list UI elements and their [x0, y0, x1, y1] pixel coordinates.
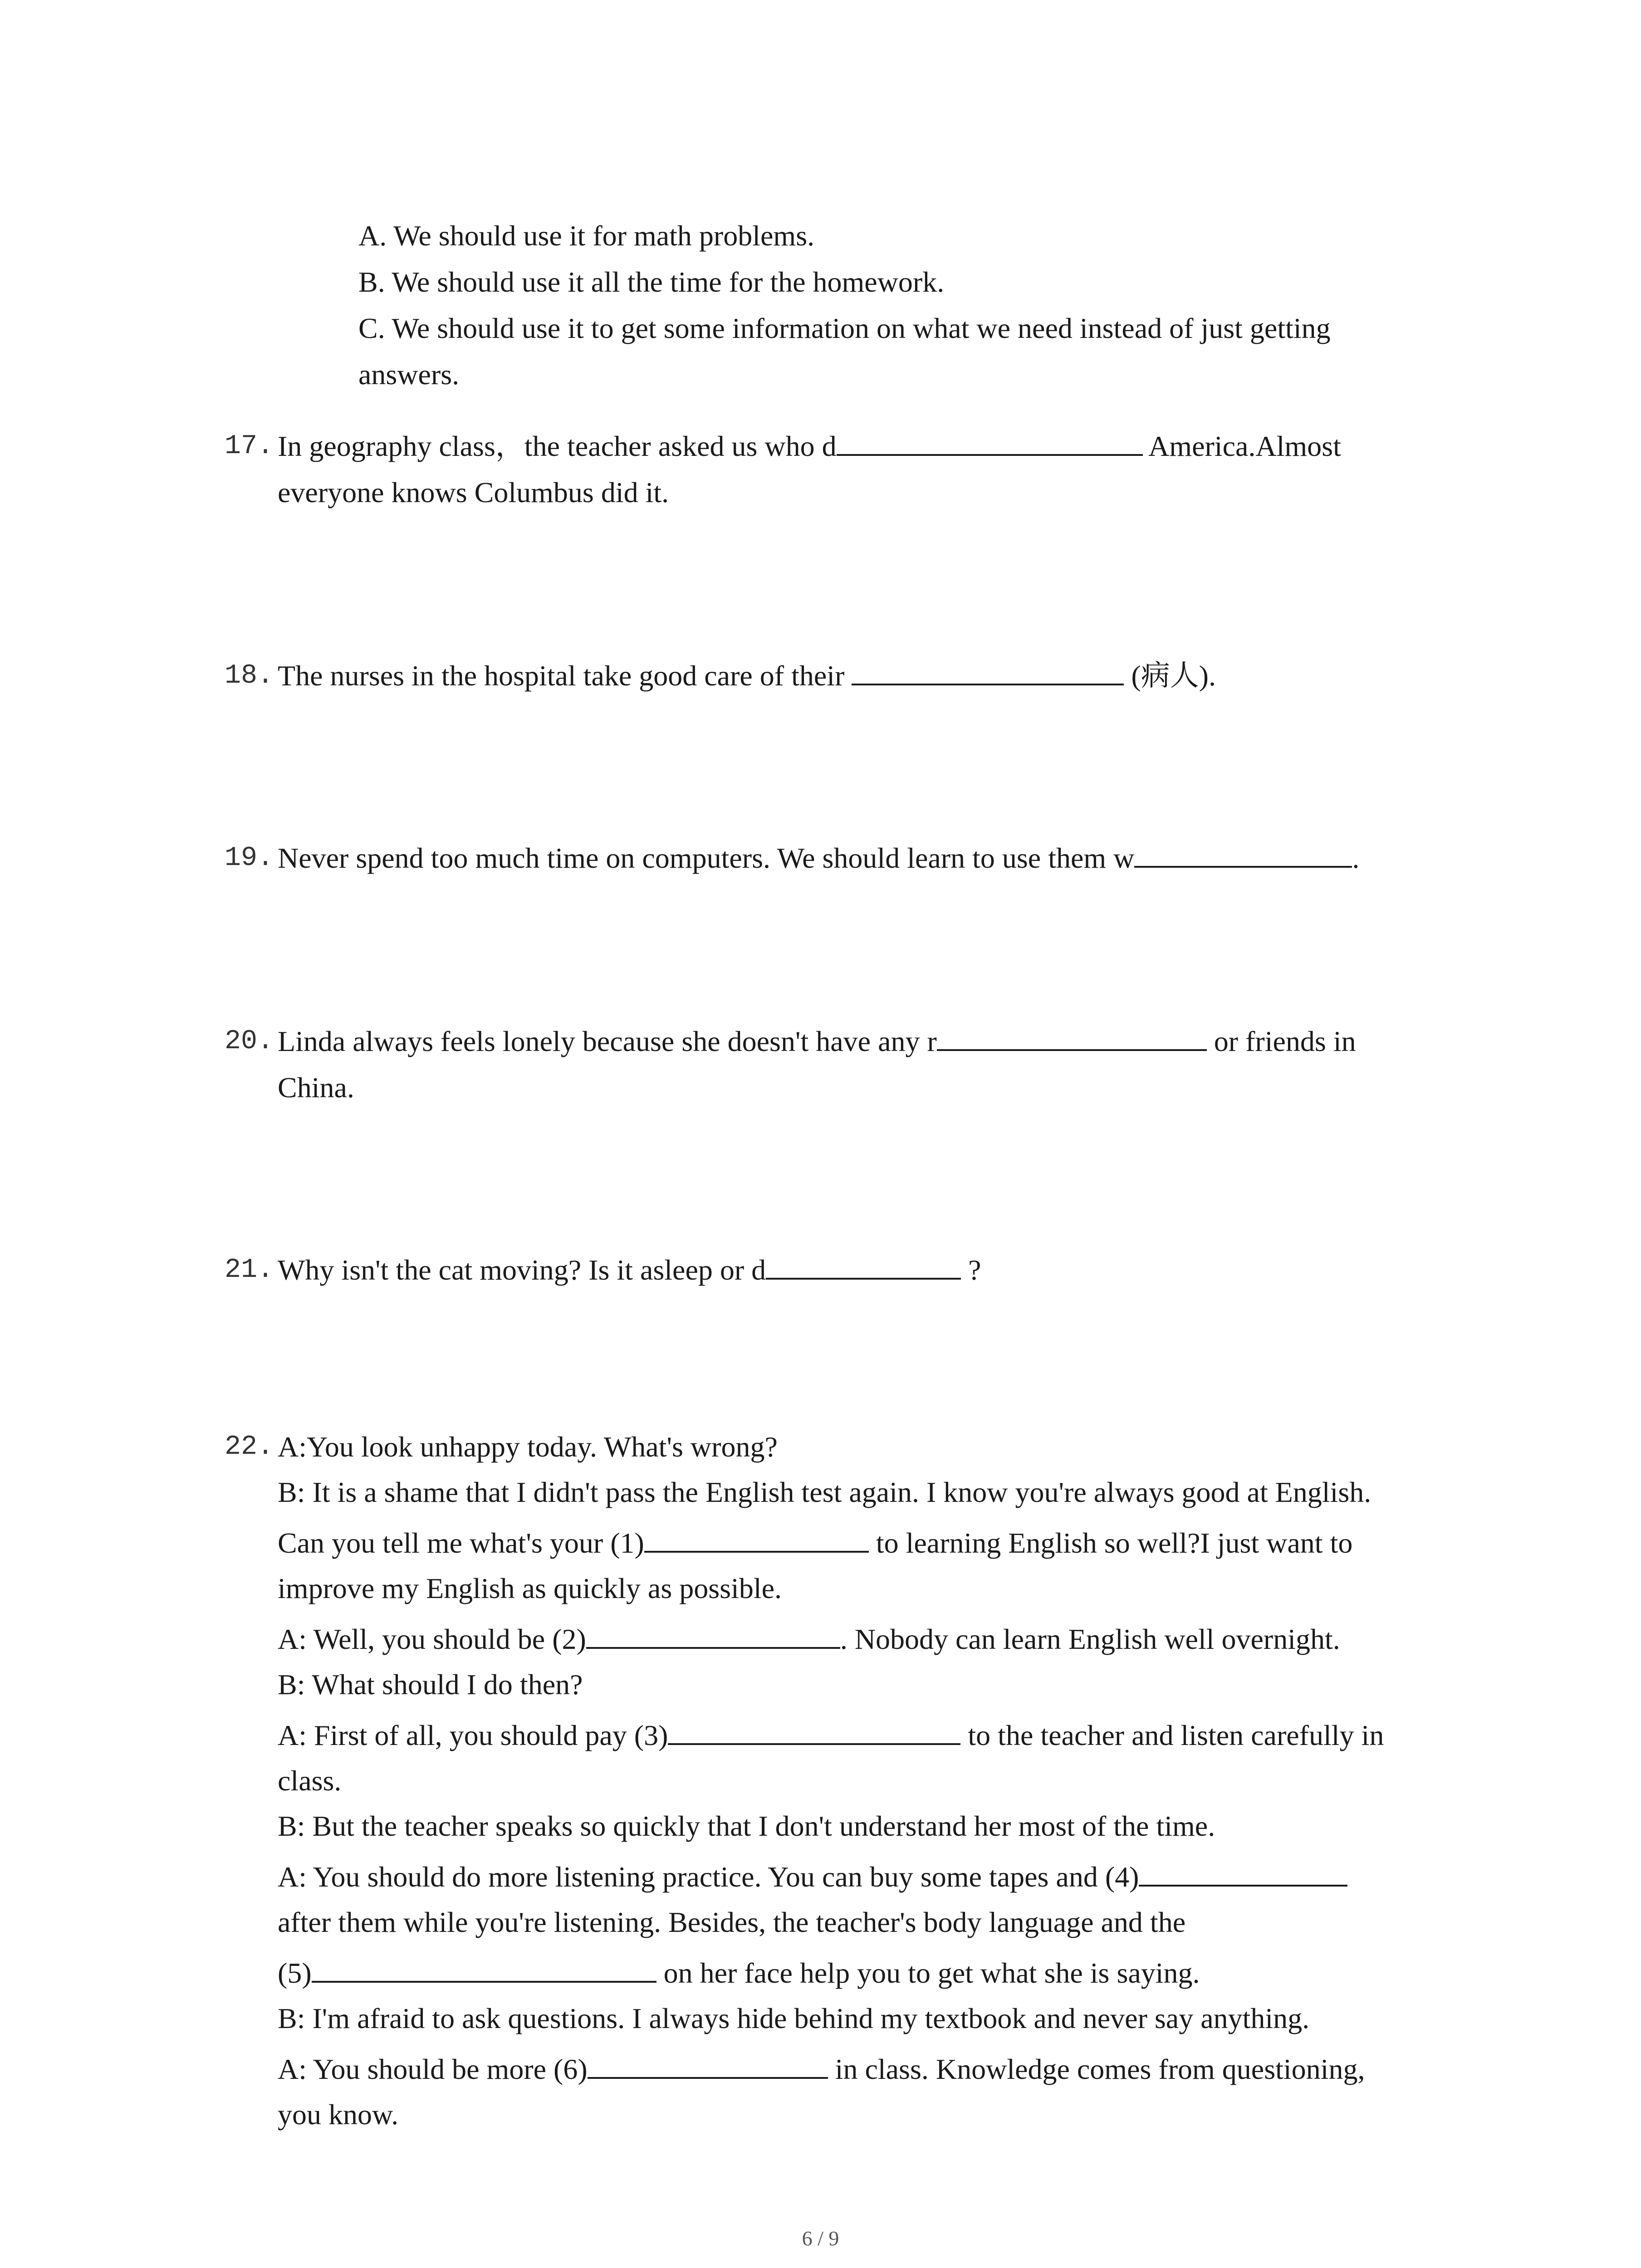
q16-option-b: B. We should use it all the time for the homework. — [358, 266, 945, 298]
dialogue-text: to learning English so well?I just want to — [868, 1527, 1353, 1559]
dialogue-line: B: But the teacher speaks so quickly that I don't understand her most of the time. — [278, 1810, 1215, 1842]
dialogue-line: B: I'm afraid to ask questions. I always hide behind my textbook and never say anything. — [278, 2002, 1310, 2034]
q19-sentence — [278, 840, 1359, 876]
q17-text-after: America.Almost — [1142, 430, 1341, 462]
page-number: 6 / 9 — [802, 2227, 839, 2250]
blank-2[interactable] — [586, 1647, 840, 1649]
dialogue-text: A: You should be more (6) — [278, 2053, 588, 2085]
dialogue-line: improve my English as quickly as possible. — [278, 1572, 782, 1604]
q19-answer-blank[interactable] — [1134, 865, 1352, 868]
blank-1[interactable] — [644, 1550, 869, 1553]
q16-option-c-continued: answers. — [358, 358, 460, 391]
blank-6[interactable] — [588, 2077, 828, 2079]
q16-option-a: A. We should use it for math problems. — [358, 220, 815, 252]
q18-text-before: The nurses in the hospital take good care of their — [278, 660, 852, 692]
dialogue-text: . Nobody can learn English well overnight. — [840, 1623, 1340, 1655]
q17-sentence — [278, 428, 1341, 464]
q19-text-after: . — [1352, 842, 1360, 874]
dialogue-line: class. — [278, 1765, 342, 1797]
dialogue-text: A: You should do more listening practice. You can buy some tapes and (4) — [278, 1861, 1139, 1893]
dialogue-line — [278, 2051, 1365, 2087]
q21-answer-blank[interactable] — [766, 1277, 961, 1280]
q21-text-before: Why isn't the cat moving? Is it asleep or d — [278, 1254, 766, 1286]
q21-sentence — [278, 1252, 981, 1288]
dialogue-text: (5) — [278, 1957, 312, 1989]
q18-sentence — [278, 658, 1216, 694]
q17-sentence-continued: everyone knows Columbus did it. — [278, 476, 669, 508]
question-number: 22. — [225, 1432, 274, 1462]
dialogue-line — [278, 1525, 1352, 1561]
dialogue-line: A:You look unhappy today. What's wrong? — [278, 1431, 778, 1463]
dialogue-text: to the teacher and listen carefully in — [960, 1719, 1384, 1751]
blank-3[interactable] — [668, 1743, 960, 1745]
q18-answer-blank[interactable] — [852, 683, 1124, 685]
q20-sentence-continued: China. — [278, 1071, 354, 1104]
q20-text-before: Linda always feels lonely because she doesn't have any r — [278, 1025, 937, 1057]
dialogue-text: Can you tell me what's your (1) — [278, 1527, 644, 1559]
q19-text-before: Never spend too much time on computers. We should learn to use them w — [278, 842, 1135, 874]
page-footer — [0, 2225, 1641, 2252]
blank-4[interactable] — [1139, 1884, 1347, 1887]
dialogue-line: B: What should I do then? — [278, 1668, 583, 1701]
q20-sentence — [278, 1023, 1356, 1060]
dialogue-text: in class. Knowledge comes from questioning, — [828, 2053, 1365, 2085]
q20-text-after: or friends in — [1206, 1025, 1356, 1057]
question-number: 21. — [225, 1255, 274, 1286]
q18-text-after: (病人). — [1124, 660, 1216, 692]
dialogue-line — [278, 1859, 1347, 1895]
dialogue-line: B: It is a shame that I didn't pass the English test again. I know you're always good at English. — [278, 1476, 1372, 1508]
q17-text-before: In geography class，the teacher asked us who d — [278, 430, 837, 462]
dialogue-line — [278, 1621, 1340, 1657]
question-number: 17. — [225, 431, 274, 462]
dialogue-line — [278, 1955, 1200, 1991]
q20-answer-blank[interactable] — [937, 1049, 1207, 1051]
blank-5[interactable] — [312, 1980, 656, 1983]
dialogue-line: after them while you're listening. Besides, the teacher's body language and the — [278, 1906, 1186, 1938]
dialogue-text: A: Well, you should be (2) — [278, 1623, 586, 1655]
question-number: 19. — [225, 843, 274, 874]
question-number: 18. — [225, 660, 274, 691]
question-number: 20. — [225, 1026, 274, 1057]
dialogue-text: A: First of all, you should pay (3) — [278, 1719, 668, 1751]
q16-option-c: C. We should use it to get some information on what we need instead of just getting — [358, 312, 1331, 344]
dialogue-line — [278, 1717, 1384, 1754]
q21-text-after: ? — [961, 1254, 981, 1286]
dialogue-line: you know. — [278, 2098, 399, 2131]
q17-answer-blank[interactable] — [837, 454, 1143, 456]
dialogue-text: on her face help you to get what she is saying. — [656, 1957, 1200, 1989]
